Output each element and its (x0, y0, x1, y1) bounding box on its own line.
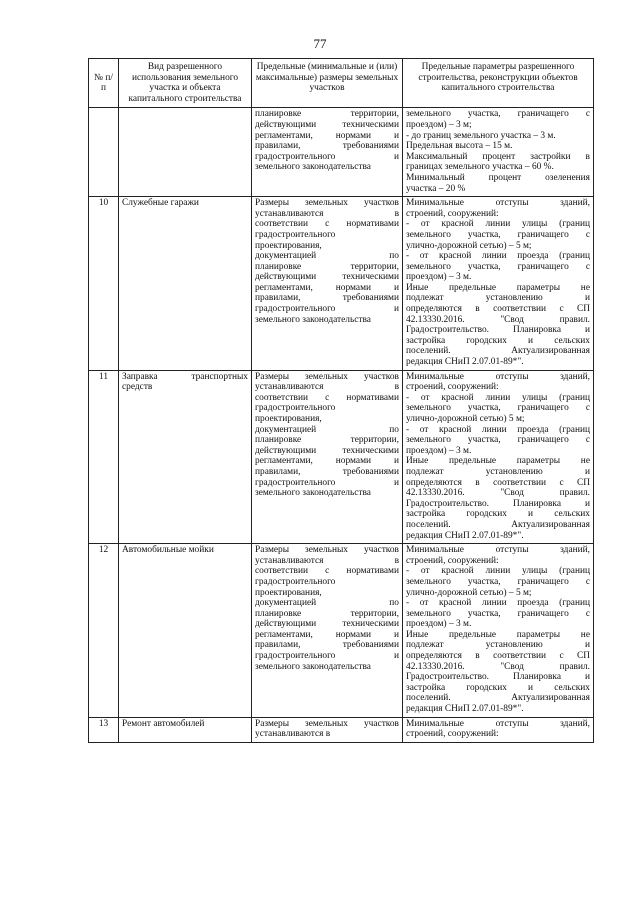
text-line: действующими техническими (255, 619, 399, 630)
cell-use (119, 370, 252, 544)
text-line: Иные предельные параметры не (406, 629, 590, 640)
text-line: градостроительного и (255, 304, 399, 315)
text-line: планировке территории, (255, 261, 399, 272)
text-line: планировке территории, (255, 435, 399, 446)
text-line: Минимальный процент озеленения (406, 172, 590, 183)
text-line: Размеры земельных участков (255, 545, 399, 556)
table-row (89, 108, 594, 197)
table-row (89, 197, 594, 371)
cell-params (403, 544, 594, 718)
table-row (89, 370, 594, 544)
cell-use (119, 544, 252, 718)
text-line: проездом) – 3 м. (406, 445, 472, 456)
text-line: застройка городских и сельских (406, 335, 590, 346)
cell-params (403, 370, 594, 544)
text-line: редакция СНиП 2.07.01-89*". (406, 530, 524, 541)
text-line: правилами, требованиями (255, 141, 399, 152)
text-line: строений, сооружений: (406, 382, 499, 393)
text-line: действующими техническими (255, 272, 399, 283)
text-line: земельного участка, граничащего с (406, 261, 590, 272)
text-line: градостроительного (255, 403, 336, 414)
text-line: действующими техническими (255, 445, 399, 456)
text-line: участка – 20 % (406, 183, 466, 194)
text-line: устанавливаются в (255, 729, 331, 740)
text-line: Иные предельные параметры не (406, 282, 590, 293)
text-line: земельного участка, граничащего с (406, 229, 590, 240)
text-line: строений, сооружений: (406, 729, 499, 740)
page-number: 77 (313, 36, 327, 51)
text-line: средств (122, 382, 153, 393)
text-line: проектирования, (255, 414, 322, 424)
text-line: земельного законодательства (255, 661, 371, 672)
text-line: земельного законодательства (255, 314, 371, 325)
text-line: Заправка транспортных (122, 371, 248, 382)
cell-text: Автомобильные мойки (122, 545, 214, 556)
header-num: № п/п (89, 59, 119, 108)
text-line: Минимальные отступы зданий, (406, 371, 590, 382)
cell-text: 12 (98, 545, 109, 556)
text-line: - от красной линии проезда (границ (406, 598, 590, 609)
text-line: правилами, требованиями (255, 640, 399, 651)
text-line: градостроительного и (255, 477, 399, 488)
text-line: Минимальные отступы зданий, (406, 718, 590, 729)
cell-size (252, 197, 403, 371)
text-line: соответствии с нормативами (255, 219, 399, 230)
text-line: улично-дорожной сетью) 5 м; (406, 414, 525, 424)
text-line: Максимальный процент застройки в (406, 151, 590, 162)
regulations-table (88, 58, 594, 743)
text-line: соответствии с нормативами (255, 392, 399, 403)
text-line: определяются в соответствии с СП (406, 651, 590, 662)
text-line: проездом) – 3 м. (406, 272, 472, 283)
text-line: земельного участка, граничащего с (406, 435, 590, 446)
text-line: Минимальные отступы зданий, (406, 198, 590, 209)
cell-size (252, 544, 403, 718)
cell-params (403, 197, 594, 371)
text-line: определяются в соответствии с СП (406, 477, 590, 488)
text-line: Размеры земельных участков (255, 371, 399, 382)
text-line: устанавливаются в (255, 382, 399, 393)
text-line: - от красной линии проезда (границ (406, 251, 590, 262)
cell-num (89, 370, 119, 544)
text-line: поселений. Актуализированная (406, 346, 590, 357)
table-row (89, 544, 594, 718)
text-line: 42.13330.2016. "Свод правил. (406, 314, 590, 325)
text-line: проездом) – 3 м. (406, 619, 472, 630)
cell-params (403, 108, 594, 197)
table-row (89, 717, 594, 742)
cell-size (252, 108, 403, 197)
text-line: документацией по (255, 424, 399, 435)
cell-text: 11 (98, 371, 109, 382)
text-line: Предельная высота – 15 м. (406, 141, 513, 152)
cell-num (89, 717, 119, 742)
text-line: земельного законодательства (255, 488, 371, 499)
text-line: документацией по (255, 598, 399, 609)
cell-num (89, 544, 119, 718)
text-line: Иные предельные параметры не (406, 456, 590, 467)
text-line: подлежат установлению и (406, 640, 590, 651)
text-line: Размеры земельных участков (255, 718, 399, 729)
text-line: подлежат установлению и (406, 466, 590, 477)
text-line: редакция СНиП 2.07.01-89*". (406, 357, 524, 368)
cell-size (252, 370, 403, 544)
text-line: 42.13330.2016. "Свод правил. (406, 661, 590, 672)
header-use: Вид разрешенного использования земельного участка и объекта капитального строительства (119, 59, 252, 108)
text-line: регламентами, нормами и (255, 456, 399, 467)
text-line: Размеры земельных участков (255, 198, 399, 209)
cell-size (252, 717, 403, 742)
text-line: - до границ земельного участка – 3 м. (406, 130, 556, 141)
text-line: улично-дорожной сетью) – 5 м; (406, 587, 532, 598)
text-line: строений, сооружений: (406, 208, 499, 219)
text-line: планировке территории, (255, 608, 399, 619)
text-line: определяются в соответствии с СП (406, 304, 590, 315)
cell-num (89, 197, 119, 371)
text-line: правилами, требованиями (255, 466, 399, 477)
text-line: градостроительного и (255, 651, 399, 662)
text-line: Градостроительство. Планировка и (406, 498, 590, 509)
text-line: застройка городских и сельских (406, 509, 590, 520)
text-line: документацией по (255, 251, 399, 262)
cell-text: 13 (98, 718, 109, 729)
text-line: улично-дорожной сетью) – 5 м; (406, 240, 532, 251)
text-line: подлежат установлению и (406, 293, 590, 304)
text-line: застройка городских и сельских (406, 682, 590, 693)
text-line: регламентами, нормами и (255, 130, 399, 141)
text-line: - от красной линии улицы (границ (406, 566, 590, 577)
text-line: устанавливаются в (255, 555, 399, 566)
text-line: планировке территории, (255, 109, 399, 120)
text-line: устанавливаются в (255, 208, 399, 219)
text-line: земельного законодательства (255, 162, 371, 173)
text-line: - от красной линии улицы (границ (406, 392, 590, 403)
text-line: Градостроительство. Планировка и (406, 325, 590, 336)
text-line: градостроительного и (255, 151, 399, 162)
text-line: проектирования, (255, 240, 322, 251)
text-line: проектирования, (255, 587, 322, 598)
header-params: Предельные параметры разрешенного строительства, реконструкции объектов капитального строительства (403, 59, 594, 108)
text-line: земельного участка, граничащего с (406, 608, 590, 619)
cell-use (119, 108, 252, 197)
text-line: границах земельного участка – 60 %. (406, 162, 554, 173)
text-line: регламентами, нормами и (255, 282, 399, 293)
cell-use (119, 717, 252, 742)
text-line: соответствии с нормативами (255, 566, 399, 577)
cell-num (89, 108, 119, 197)
text-line: поселений. Актуализированная (406, 519, 590, 530)
text-line: 42.13330.2016. "Свод правил. (406, 488, 590, 499)
cell-text: 10 (98, 198, 109, 209)
text-line: Градостроительство. Планировка и (406, 672, 590, 683)
table-header-row (89, 59, 594, 108)
text-line: земельного участка, граничащего с (406, 576, 590, 587)
cell-use (119, 197, 252, 371)
text-line: редакция СНиП 2.07.01-89*". (406, 704, 524, 715)
text-line: правилами, требованиями (255, 293, 399, 304)
text-line: регламентами, нормами и (255, 629, 399, 640)
text-line: строений, сооружений: (406, 555, 499, 566)
text-line: - от красной линии проезда (границ (406, 424, 590, 435)
text-line: земельного участка, граничащего с (406, 109, 590, 120)
header-size: Предельные (минимальные и (или) максимальные) размеры земельных участков (252, 59, 403, 108)
cell-text: Служебные гаражи (122, 198, 199, 209)
text-line: действующими техническими (255, 119, 399, 130)
text-line: проездом) – 3 м; (406, 119, 472, 130)
text-line: градостроительного (255, 576, 336, 587)
text-line: земельного участка, граничащего с (406, 403, 590, 414)
text-line: градостроительного (255, 229, 336, 240)
cell-params (403, 717, 594, 742)
text-line: поселений. Актуализированная (406, 693, 590, 704)
text-line: Минимальные отступы зданий, (406, 545, 590, 556)
cell-text: Ремонт автомобилей (122, 718, 205, 729)
text-line: - от красной линии улицы (границ (406, 219, 590, 230)
